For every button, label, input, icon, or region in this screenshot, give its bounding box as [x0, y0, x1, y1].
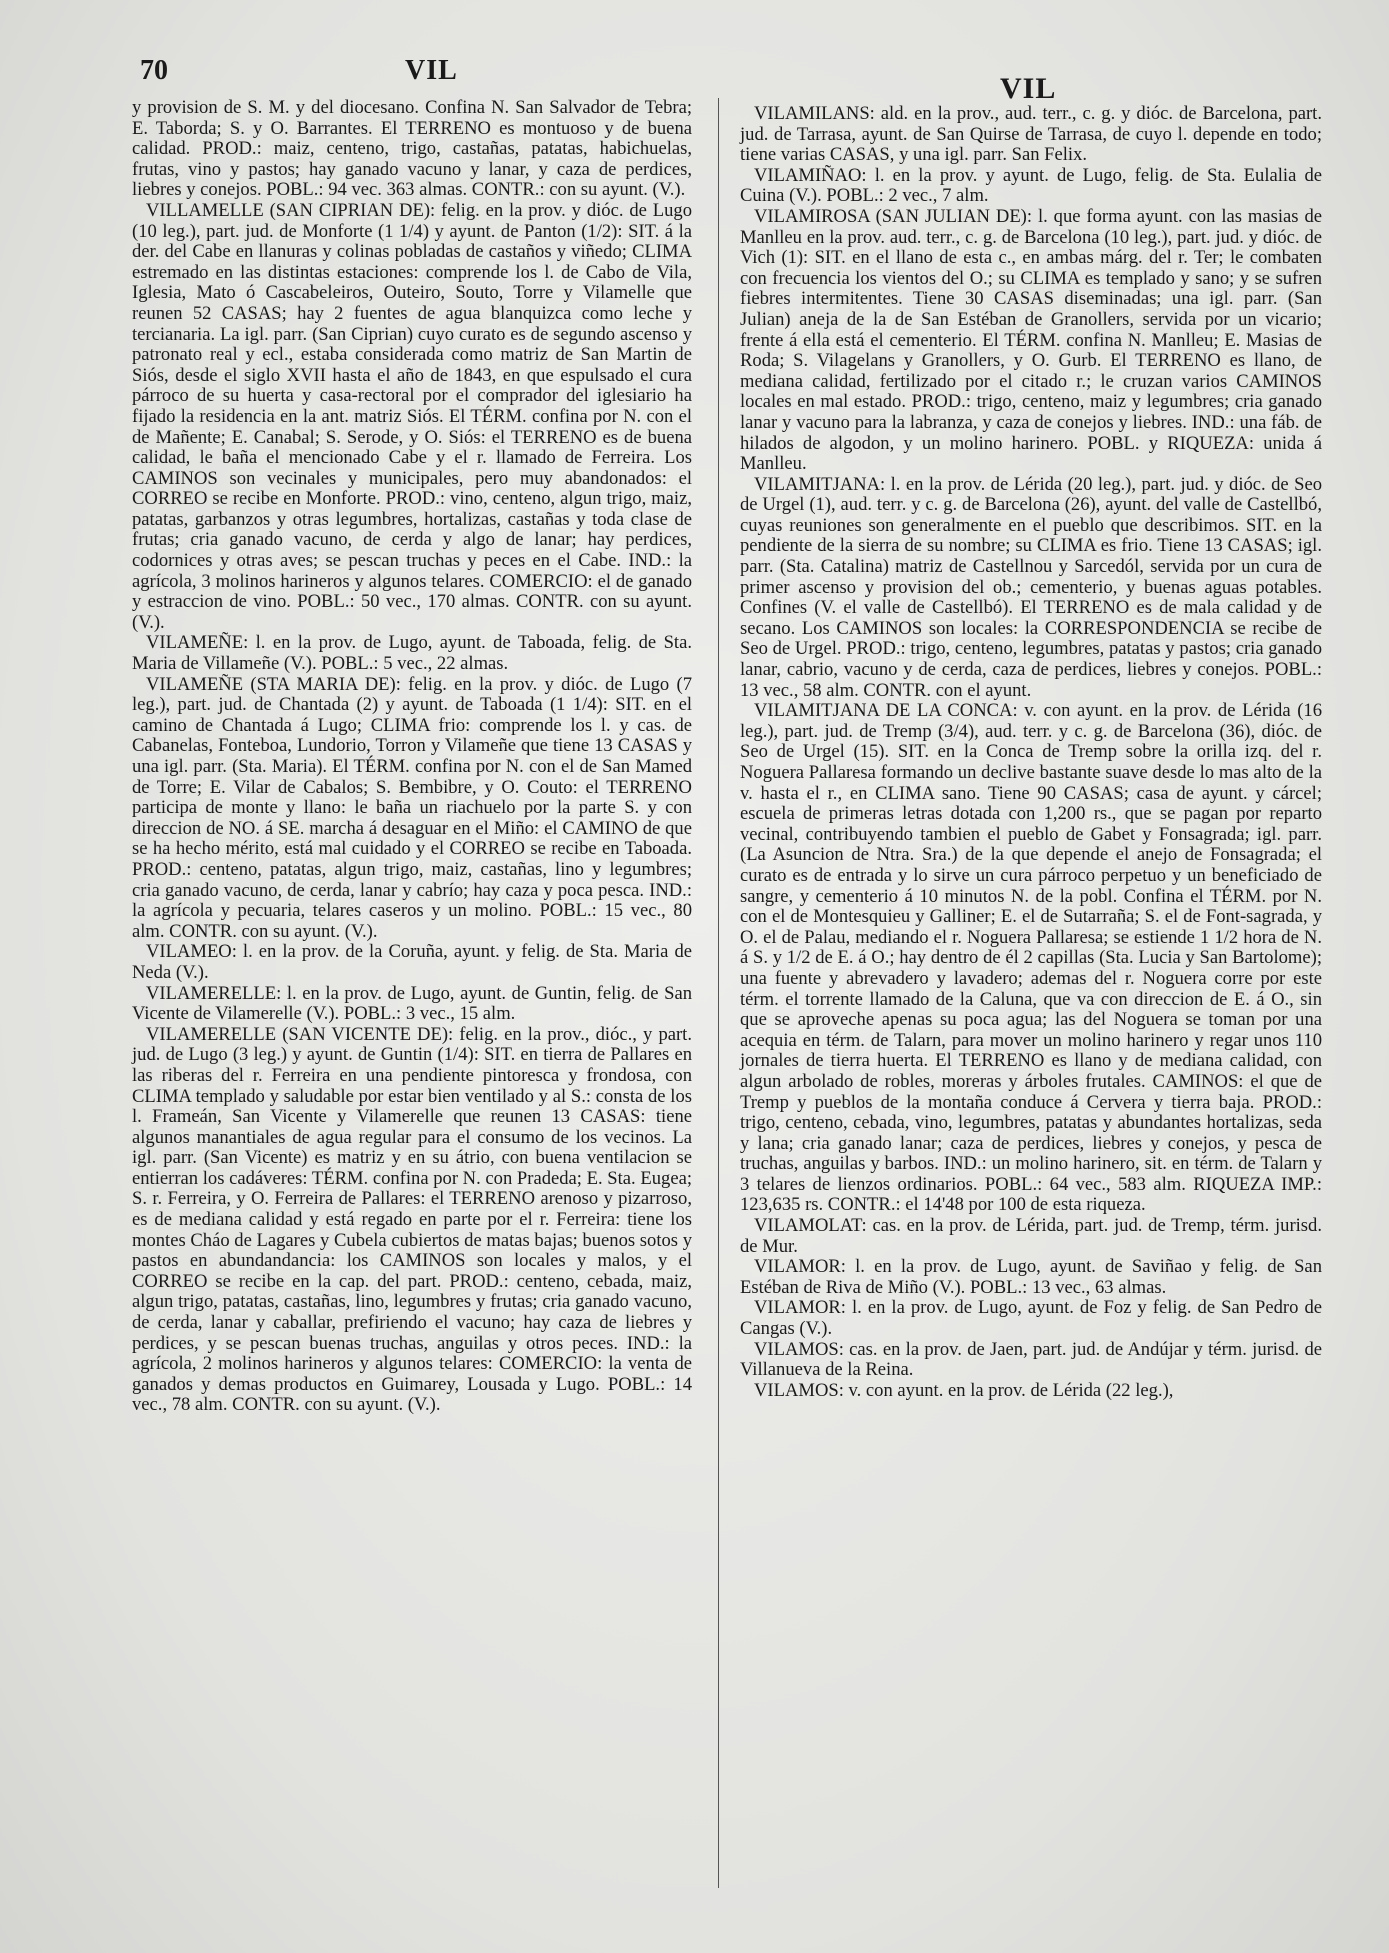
entry-vilamitjana-de-la-conca: VILAMITJANA DE LA CONCA: v. con ayunt. en la prov. de Lérida (16 leg.), part. jud. de Tremp (3/4), aud. terr. y c. g. de Barcelona (36), dióc. de Seo de Urgel (15). SIT. en la Conca de Tremp sobre la orilla izq. del r. Noguera Pallaresa formando un declive bastante suave desde lo mas alto de la v. hasta el r., en CLIMA sano. Tiene 90 CASAS; casa de ayunt. y cárcel; escuela de primeras letras dotada con 1,200 rs., que se pagan por reparto vecinal, contribuyendo tambien el pueblo de Gabet y Fonsagrada; igl. parr. (La Asuncion de Ntra. Sra.) de la que depende el anejo de Fonsagrada; el curato es de entrada y lo sirve un cura párroco perpetuo y un beneficiado de sangre, y cementerio á 10 minutos N. de la pobl. Confina el TÉRM. por N. con el de Montesquieu y Galliner; E. el de Sutarraña; S. el de Font-sagrada, y O. el de Palau, mediando el r. Noguera Pallaresa; se estiende 1 1/2 hora de N. á S. y 1/2 de E. á O.; hay dentro de él 2 capillas (Sta. Lucia y San Bartolome); una fuente y abrevadero y lavadero; ademas del r. Noguera corre por este térm. el torrente llamado de la Caluna, que va con direccion de E. á O., sin que se aproveche apenas su poca agua; las del Noguera se toman por una acequia en térm. de Talarn, para mover un molino harinero y regar unos 110 jornales de tierra huerta. El TERRENO es llano y de mediana calidad, con algun arbolado de robles, moreras y árboles frutales. CAMINOS: el que de Tremp y pueblos de la montaña conduce á Cervera y tierra baja. PROD.: trigo, centeno, cebada, vino, legumbres, patatas y abundantes hortalizas, seda y lana; cria ganado lanar; caza de perdices, liebres y conejos, y pesca de truchas, anguilas y barbos. IND.: un molino harinero, sit. en térm. de Talarn y 3 telares de lienzos ordinarios. POBL.: 64 vec., 583 alm. RIQUEZA IMP.: 123,635 rs. CONTR.: el 14'48 por 100 de esta riqueza. [740, 700, 1322, 1216]
entry-vilamitjana: VILAMITJANA: l. en la prov. de Lérida (20 leg.), part. jud. y dióc. de Seo de Urgel (1), aud. terr. y c. g. de Barcelona (26), ayunt. del valle de Castellbó, cuyas reuniones son generalmente en el pueblo que describimos. SIT. en la pendiente de la sierra de su nombre; su CLIMA es frio. Tiene 13 CASAS; igl. parr. (Sta. Catalina) matriz de Castellnou y Sarcedól, servida por un cura de primer ascenso y provision del ob.; cementerio, y buenas aguas potables. Confines (V. el valle de Castellbó). El TERRENO es de mala calidad y de secano. Los CAMINOS son locales: la CORRESPONDENCIA se recibe de Seo de Urgel. PROD.: trigo, centeno, legumbres, patatas y pastos; cria ganado lanar, cabrio, vacuno y de cerda, caza de perdices, liebres y conejos. POBL.: 13 vec., 58 alm. CONTR. con el ayunt. [740, 473, 1322, 701]
entry-vilaminao: VILAMIÑAO: l. en la prov. y ayunt. de Lugo, felig. de Sta. Eulalia de Cuina (V.). POBL.: 2 vec., 7 alm. [740, 164, 1322, 207]
entry-vilamos-jaen: VILAMOS: cas. en la prov. de Jaen, part. jud. de Andújar y térm. jurisd. de Villanueva de la Reina. [740, 1338, 1322, 1381]
entry-vilamos-lerida: VILAMOS: v. con ayunt. en la prov. de Lérida (22 leg.), [754, 1379, 1174, 1401]
entry-vilamerelle-san-vicente: VILAMERELLE (SAN VICENTE DE): felig. en la prov., dióc., y part. jud. de Lugo (3 leg.) y ayunt. de Guntin (1/4): SIT. en tierra de Pallares en las riberas del r. Ferreira en una pendiente pintoresca y frondosa, con CLIMA templado y saludable por estar bien ventilado y al S.: consta de los l. Frameán, San Vicente y Vilamerelle que reunen 13 CASAS: tiene algunos manantiales de agua regular para el consumo de los vecinos. La igl. parr. (San Vicente) es matriz y en su átrio, con buena ventilacion se entierran los cadáveres: TÉRM. confina por N. con Pradeda; E. Sta. Eugea; S. r. Ferreira, y O. Ferreira de Pallares: el TERRENO arenoso y pizarroso, es de mediana calidad y está regado en parte por el r. Ferreira: tiene los montes Cháo de Lagares y Cubela cubiertos de matas bajas; buenos sotos y pastos en abundandancia: los CAMINOS son locales y malos, y el CORREO se recibe en la cap. del part. PROD.: centeno, cebada, maiz, algun trigo, patatas, castañas, lino, legumbres y frutas; cria ganado vacuno, de cerda, lanar y caballar, prefiriendo el vacuno; hay caza de liebres y perdices, y se pescan buenas truchas, anguilas y otros peces. IND.: la agrícola, 2 molinos harineros y algunos telares: COMERCIO: la venta de ganados y demas productos en Guimarey, Lousada y Lugo. POBL.: 14 vec., 78 alm. CONTR. con su ayunt. (V.). [132, 1023, 692, 1416]
column-divider [718, 98, 719, 1888]
entry-villamelle: VILLAMELLE (SAN CIPRIAN DE): felig. en la prov. y dióc. de Lugo (10 leg.), part. jud. de Monforte (1 1/4) y ayunt. de Panton (1/2): SIT. á la der. del Cabe en llanuras y colinas pobladas de castaños y viñedo; CLIMA estremado en las distintas estaciones: comprende los l. de Cabo de Vila, Iglesia, Mato ó Cascabeleiros, Outeiro, Souto, Torre y Vilamelle que reunen 52 CASAS; hay 2 fuentes de agua blanquizca como leche y tercianaria. La igl. parr. (San Ciprian) cuyo curato es de segundo ascenso y patronato real y ecl., estaba considerada como matriz de San Martin de Siós, desde el siglo XVII hasta el año de 1843, en que espulsado el cura párroco de su huerta y casa-rectoral por el comprador del iglesiario ha fijado la residencia en la ant. matriz Siós. El TÉRM. confina por N. con el de Mañente; E. Canabal; S. Serode, y O. Siós: el TERRENO es de buena calidad, le baña el mencionado Cabe y el r. llamado de Ferreira. Los CAMINOS son vecinales y municipales, pero muy abandonados: el CORREO se recibe en Monforte. PROD.: vino, centeno, algun trigo, maiz, patatas, garbanzos y otras legumbres, hortalizas, castañas y toda clase de frutas; cria ganado vacuno, de cerda y algo de lanar; hay perdices, codornices y otras aves; se pescan truchas y peces en el Cabe. IND.: la agrícola, 3 molinos harineros y algunos telares. COMERCIO: el de ganado y estraccion de vino. POBL.: 50 vec., 170 almas. CONTR. con su ayunt. (V.). [132, 199, 692, 633]
entry-vilamolat: VILAMOLAT: cas. en la prov. de Lérida, part. jud. de Tremp, térm. jurisd. de Mur. [740, 1215, 1322, 1257]
entry-vilamerelle: VILAMERELLE: l. en la prov. de Lugo, ayunt. de Guntin, felig. de San Vicente de Vilamerelle (V.). POBL.: 3 vec., 15 alm. [132, 982, 692, 1025]
left-column [132, 98, 692, 1416]
entry-vilamene-sta-maria: VILAMEÑE (STA MARIA DE): felig. en la prov. y dióc. de Lugo (7 leg.), part. jud. de Chantada (2) y ayunt. de Taboada (1 1/4): SIT. en el camino de Chantada á Lugo; CLIMA frio: comprende los l. y cas. de Cabanelas, Fonteboa, Lundorio, Torron y Vilameñe que tiene 13 CASAS y una igl. parr. (Sta. Maria). El TÉRM. confina por N. con el de San Mamed de Torre; E. Vilar de Cabalos; S. Bembibre, y O. Couto: el TERRENO participa de monte y llano: le baña un riachuelo por la parte S. y con direccion de NO. á SE. marcha á desaguar en el Miño: el CAMINO de que se ha hecho mérito, está mal cuidado y el CORREO se recibe en Taboada. PROD.: centeno, patatas, algun trigo, maiz, castañas, lino y legumbres; cria ganado vacuno, de cerda, lanar y cabrío; hay caza y poca pesca. IND.: la agrícola y pecuaria, telares caseros y un molino. POBL.: 15 vec., 80 alm. CONTR. con su ayunt. (V.). [132, 673, 692, 942]
entry-vilamene: VILAMEÑE: l. en la prov. de Lugo, ayunt. de Taboada, felig. de Sta. Maria de Villameñe (V.). POBL.: 5 vec., 22 almas. [132, 632, 692, 675]
running-head-left: VIL [405, 55, 458, 86]
entry-vilamor-foz: VILAMOR: l. en la prov. de Lugo, ayunt. de Foz y felig. de San Pedro de Cangas (V.). [740, 1297, 1322, 1340]
entry-vilameo: VILAMEO: l. en la prov. de la Coruña, ayunt. y felig. de Sta. Maria de Neda (V.). [132, 941, 692, 983]
right-column [740, 104, 1322, 1401]
entry-vilamirosa: VILAMIROSA (SAN JULIAN DE): l. que forma ayunt. con las masias de Manlleu en la prov. aud. terr., c. g. de Barcelona (10 leg.), part. jud. y dióc. de Vich (1): SIT. en el llano de esta c., en ambas márg. del r. Ter; le combaten con frecuencia los vientos del O.; su CLIMA es templado y sano; y se sufren fiebres intermitentes. Tiene 30 CASAS diseminadas; una igl. parr. (San Julian) aneja de la de San Estéban de Granollers, servida por un vicario; frente á ella está el cementerio. El TÉRM. confina N. Manlleu; E. Masias de Roda; S. Vilagelans y Granollers, y O. Gurb. El TERRENO es llano, de mediana calidad, fertilizado por el citado r.; le cruzan varios CAMINOS locales en mal estado. PROD.: trigo, centeno, maiz y legumbres; cria ganado lanar y vacuno para la labranza, y caza de conejos y liebres. IND.: una fáb. de hilados de algodon, y un molino harinero. POBL. y RIQUEZA: unida á Manlleu. [740, 205, 1322, 475]
entry-vilamor-saviñao: VILAMOR: l. en la prov. de Lugo, ayunt. de Saviñao y felig. de San Estéban de Riva de Miño (V.). POBL.: 13 vec., 63 almas. [740, 1256, 1322, 1298]
entry-continuation: y provision de S. M. y del diocesano. Confina N. San Salvador de Tebra; E. Taborda; S. y O. Barrantes. El TERRENO es montuoso y de buena calidad. PROD.: maiz, centeno, trigo, castañas, patatas, habichuelas, frutas, vino y pastos; hay ganado vacuno y lanar, y caza de perdices, liebres y conejos. POBL.: 94 vec. 363 almas. CONTR.: con su ayunt. (V.). [132, 97, 692, 201]
running-head-right: VIL [1000, 72, 1057, 105]
page-number: 70 [140, 55, 168, 86]
entry-vilamilans: VILAMILANS: ald. en la prov., aud. terr., c. g. y dióc. de Barcelona, part. jud. de Tarrasa, ayunt. de San Quirse de Tarrasa, de cuyo l. depende en todo; tiene varias CASAS, y una igl. parr. San Felix. [740, 103, 1322, 166]
